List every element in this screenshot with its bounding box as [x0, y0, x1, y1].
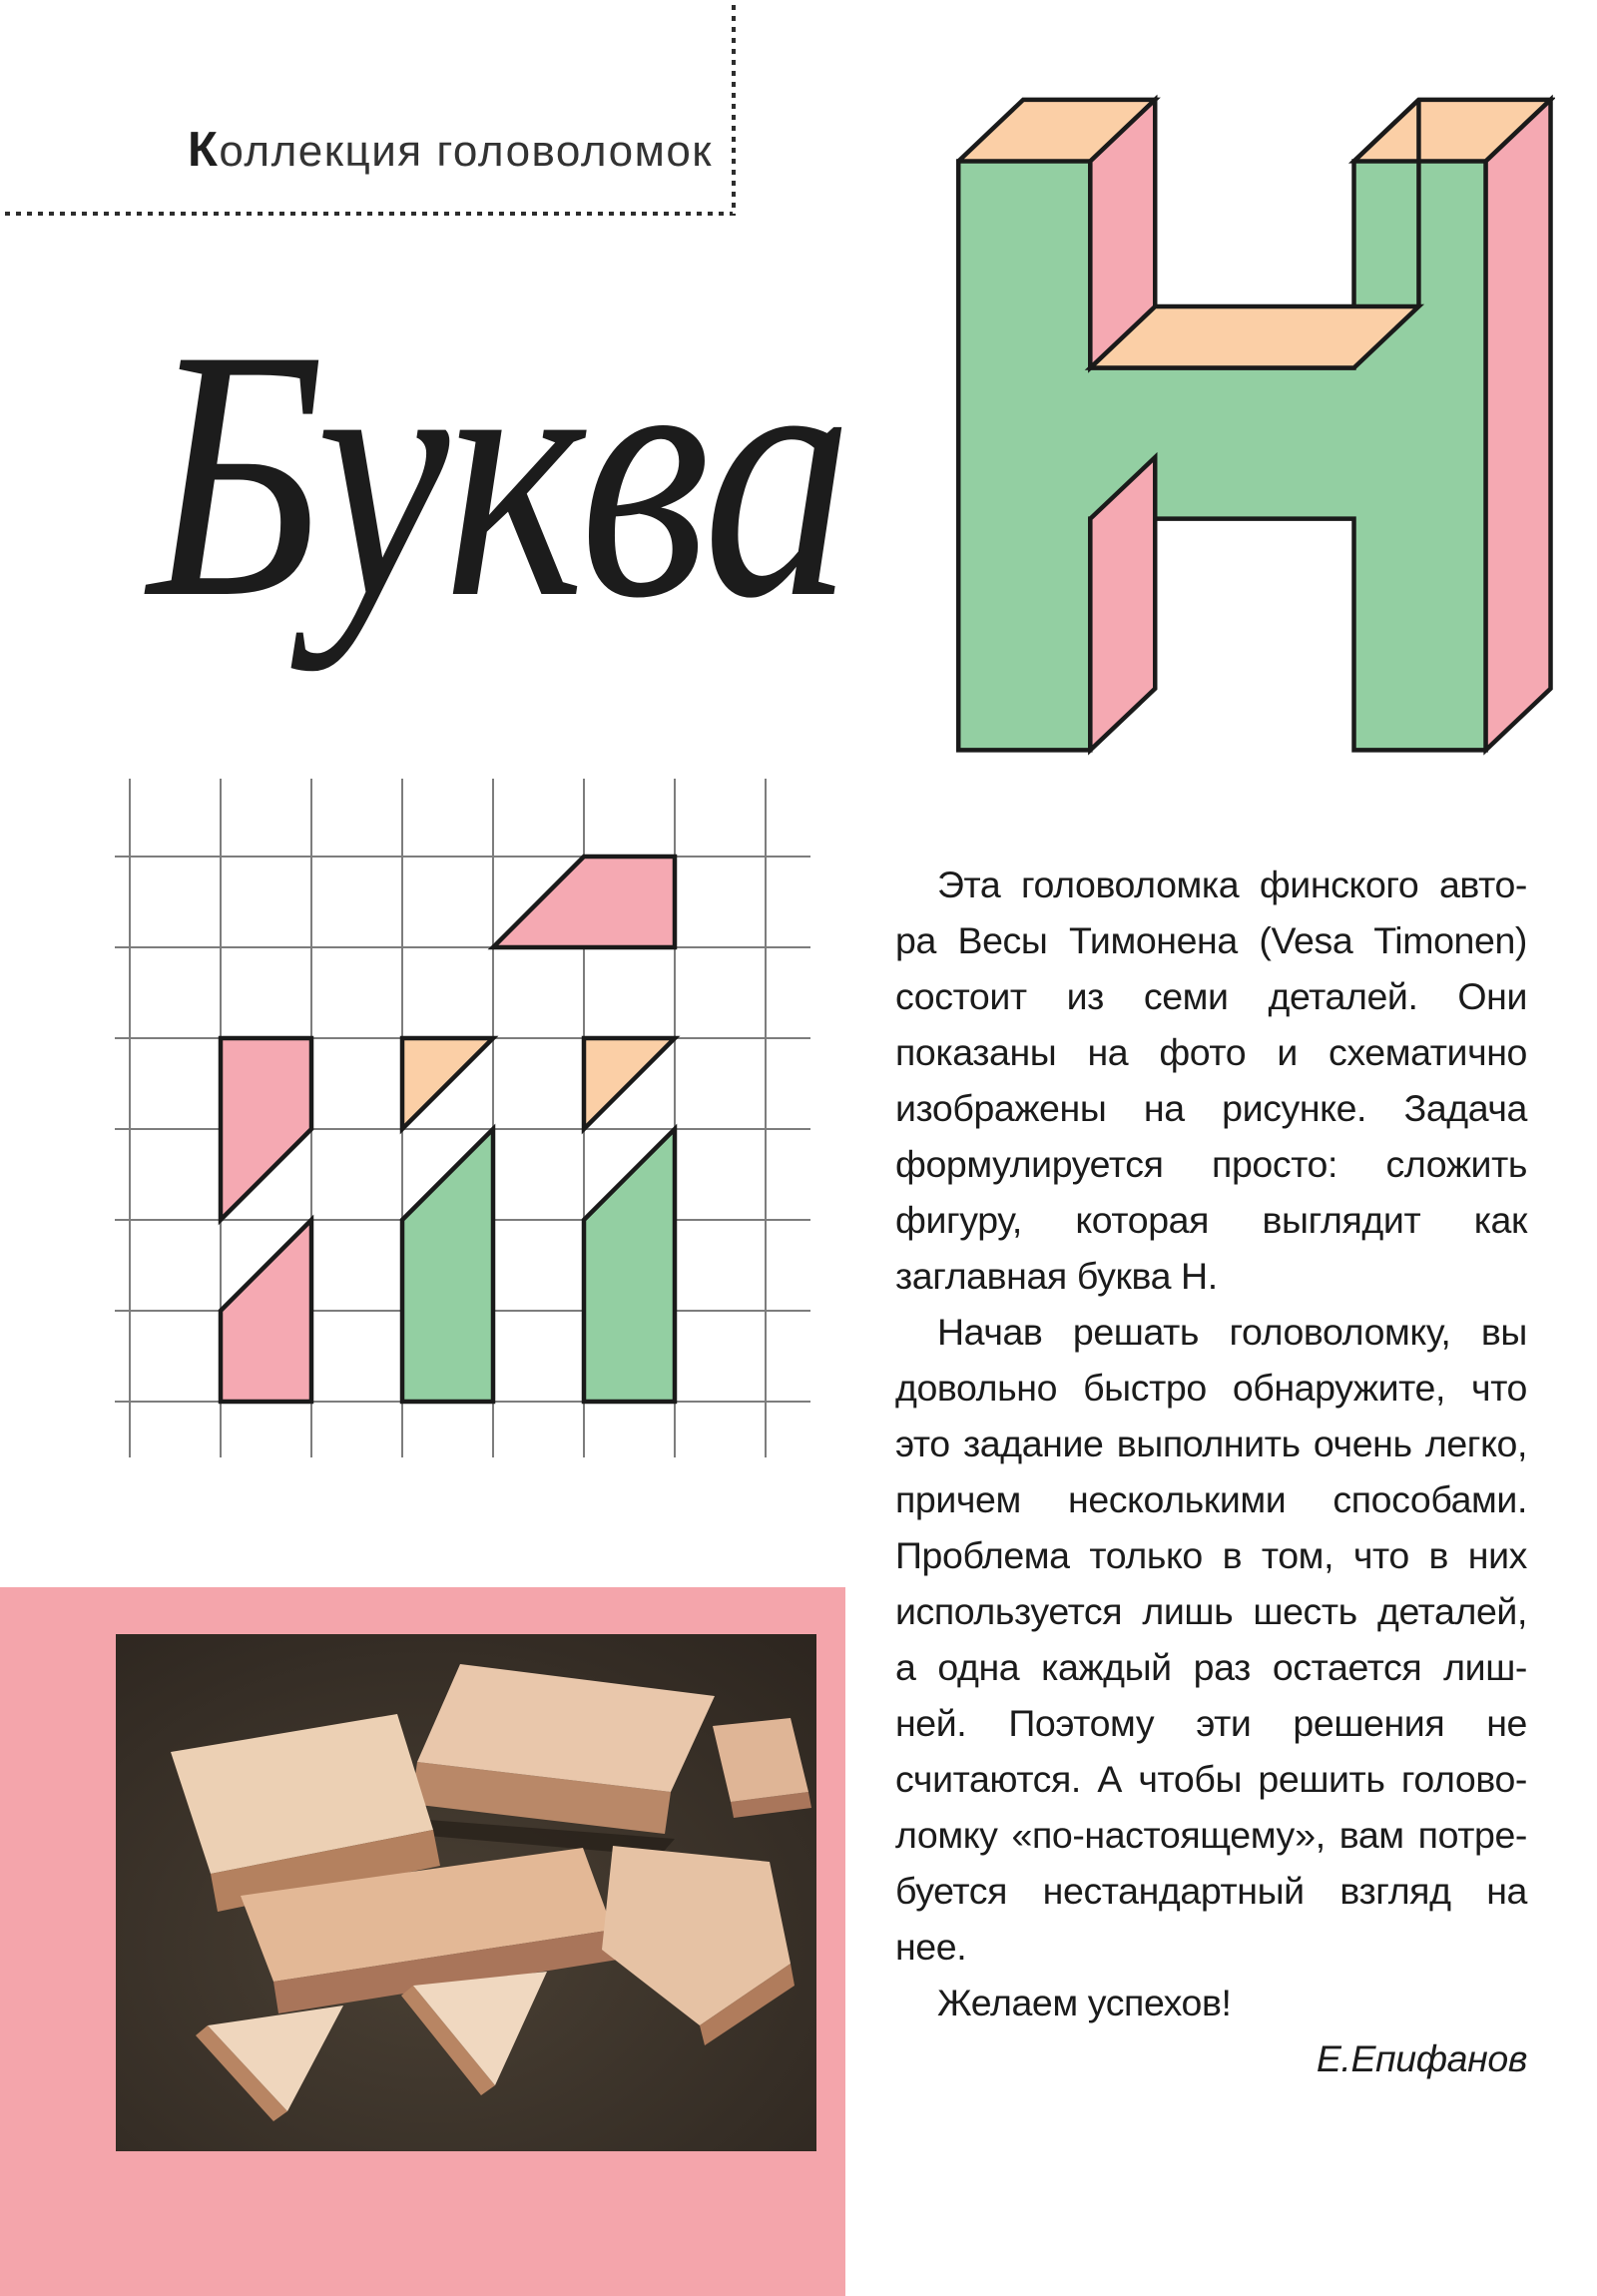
h-face-front-face — [958, 161, 1485, 750]
author-line: Е.Епифанов — [1316, 2037, 1527, 2079]
text-line-8: заглавная буква Н. — [895, 1255, 1218, 1297]
text-line-15: а одна каждый раз остается лиш- — [895, 1646, 1527, 1688]
text-line-13: Проблема только в том, что в них — [895, 1534, 1527, 1576]
diagram-piece-green-slant-middle — [402, 1129, 493, 1402]
text-line-20: нее. — [895, 1926, 967, 1968]
diagram-piece-peach-triangle-1 — [402, 1038, 493, 1129]
puzzle-pieces-photo — [116, 1634, 816, 2151]
text-line-21: Желаем успехов! — [937, 1982, 1232, 2023]
letter-h-3d-figure — [956, 92, 1555, 756]
text-line-5: изображены на рисунке. Задача — [895, 1087, 1527, 1129]
text-line-9: Начав решать головоломку, вы — [937, 1311, 1527, 1353]
diagram-piece-pink-trapezoid — [493, 857, 675, 947]
h-face-right-side-face — [1486, 100, 1551, 750]
text-line-4: показаны на фото и схематично — [895, 1031, 1527, 1073]
dotted-border-right — [732, 0, 736, 216]
page-title: Буква — [148, 277, 848, 672]
text-line-19: буется нестандартный взгляд на — [895, 1870, 1527, 1912]
dotted-border-bottom — [0, 212, 733, 216]
text-line-12: причем несколькими способами. — [895, 1478, 1527, 1520]
diagram-piece-green-slant-right — [584, 1129, 675, 1402]
diagram-piece-peach-triangle-2 — [584, 1038, 675, 1129]
text-line-17: считаются. А чтобы решить голово- — [895, 1758, 1527, 1800]
text-line-10: довольно быстро обнаружите, что — [895, 1367, 1527, 1409]
article-column — [895, 857, 1527, 2086]
rubric-rest: оллекция головоломок — [219, 127, 714, 176]
rubric-label — [188, 122, 713, 178]
text-line-7: фигуру, которая выглядит как — [895, 1199, 1527, 1241]
diagram-piece-pink-slant-upper — [221, 1038, 311, 1220]
text-line-1: Эта головоломка финского авто- — [937, 863, 1527, 905]
text-line-6: формулируется просто: сложить — [895, 1143, 1527, 1185]
pieces-diagram — [100, 759, 828, 1487]
text-line-14: используется лишь шесть деталей, — [895, 1590, 1527, 1632]
diagram-piece-pink-slant-lower — [221, 1220, 311, 1402]
text-line-16: ней. Поэтому эти решения не — [895, 1702, 1527, 1744]
text-line-18: ломку «по-настоящему», вам потре- — [895, 1814, 1527, 1856]
text-line-3: состоит из семи деталей. Они — [895, 975, 1527, 1017]
text-line-11: это задание выполнить очень легко, — [895, 1423, 1527, 1464]
text-line-2: ра Весы Тимонена (Vesa Timonen) — [895, 919, 1527, 961]
rubric-initial: К — [188, 123, 220, 177]
